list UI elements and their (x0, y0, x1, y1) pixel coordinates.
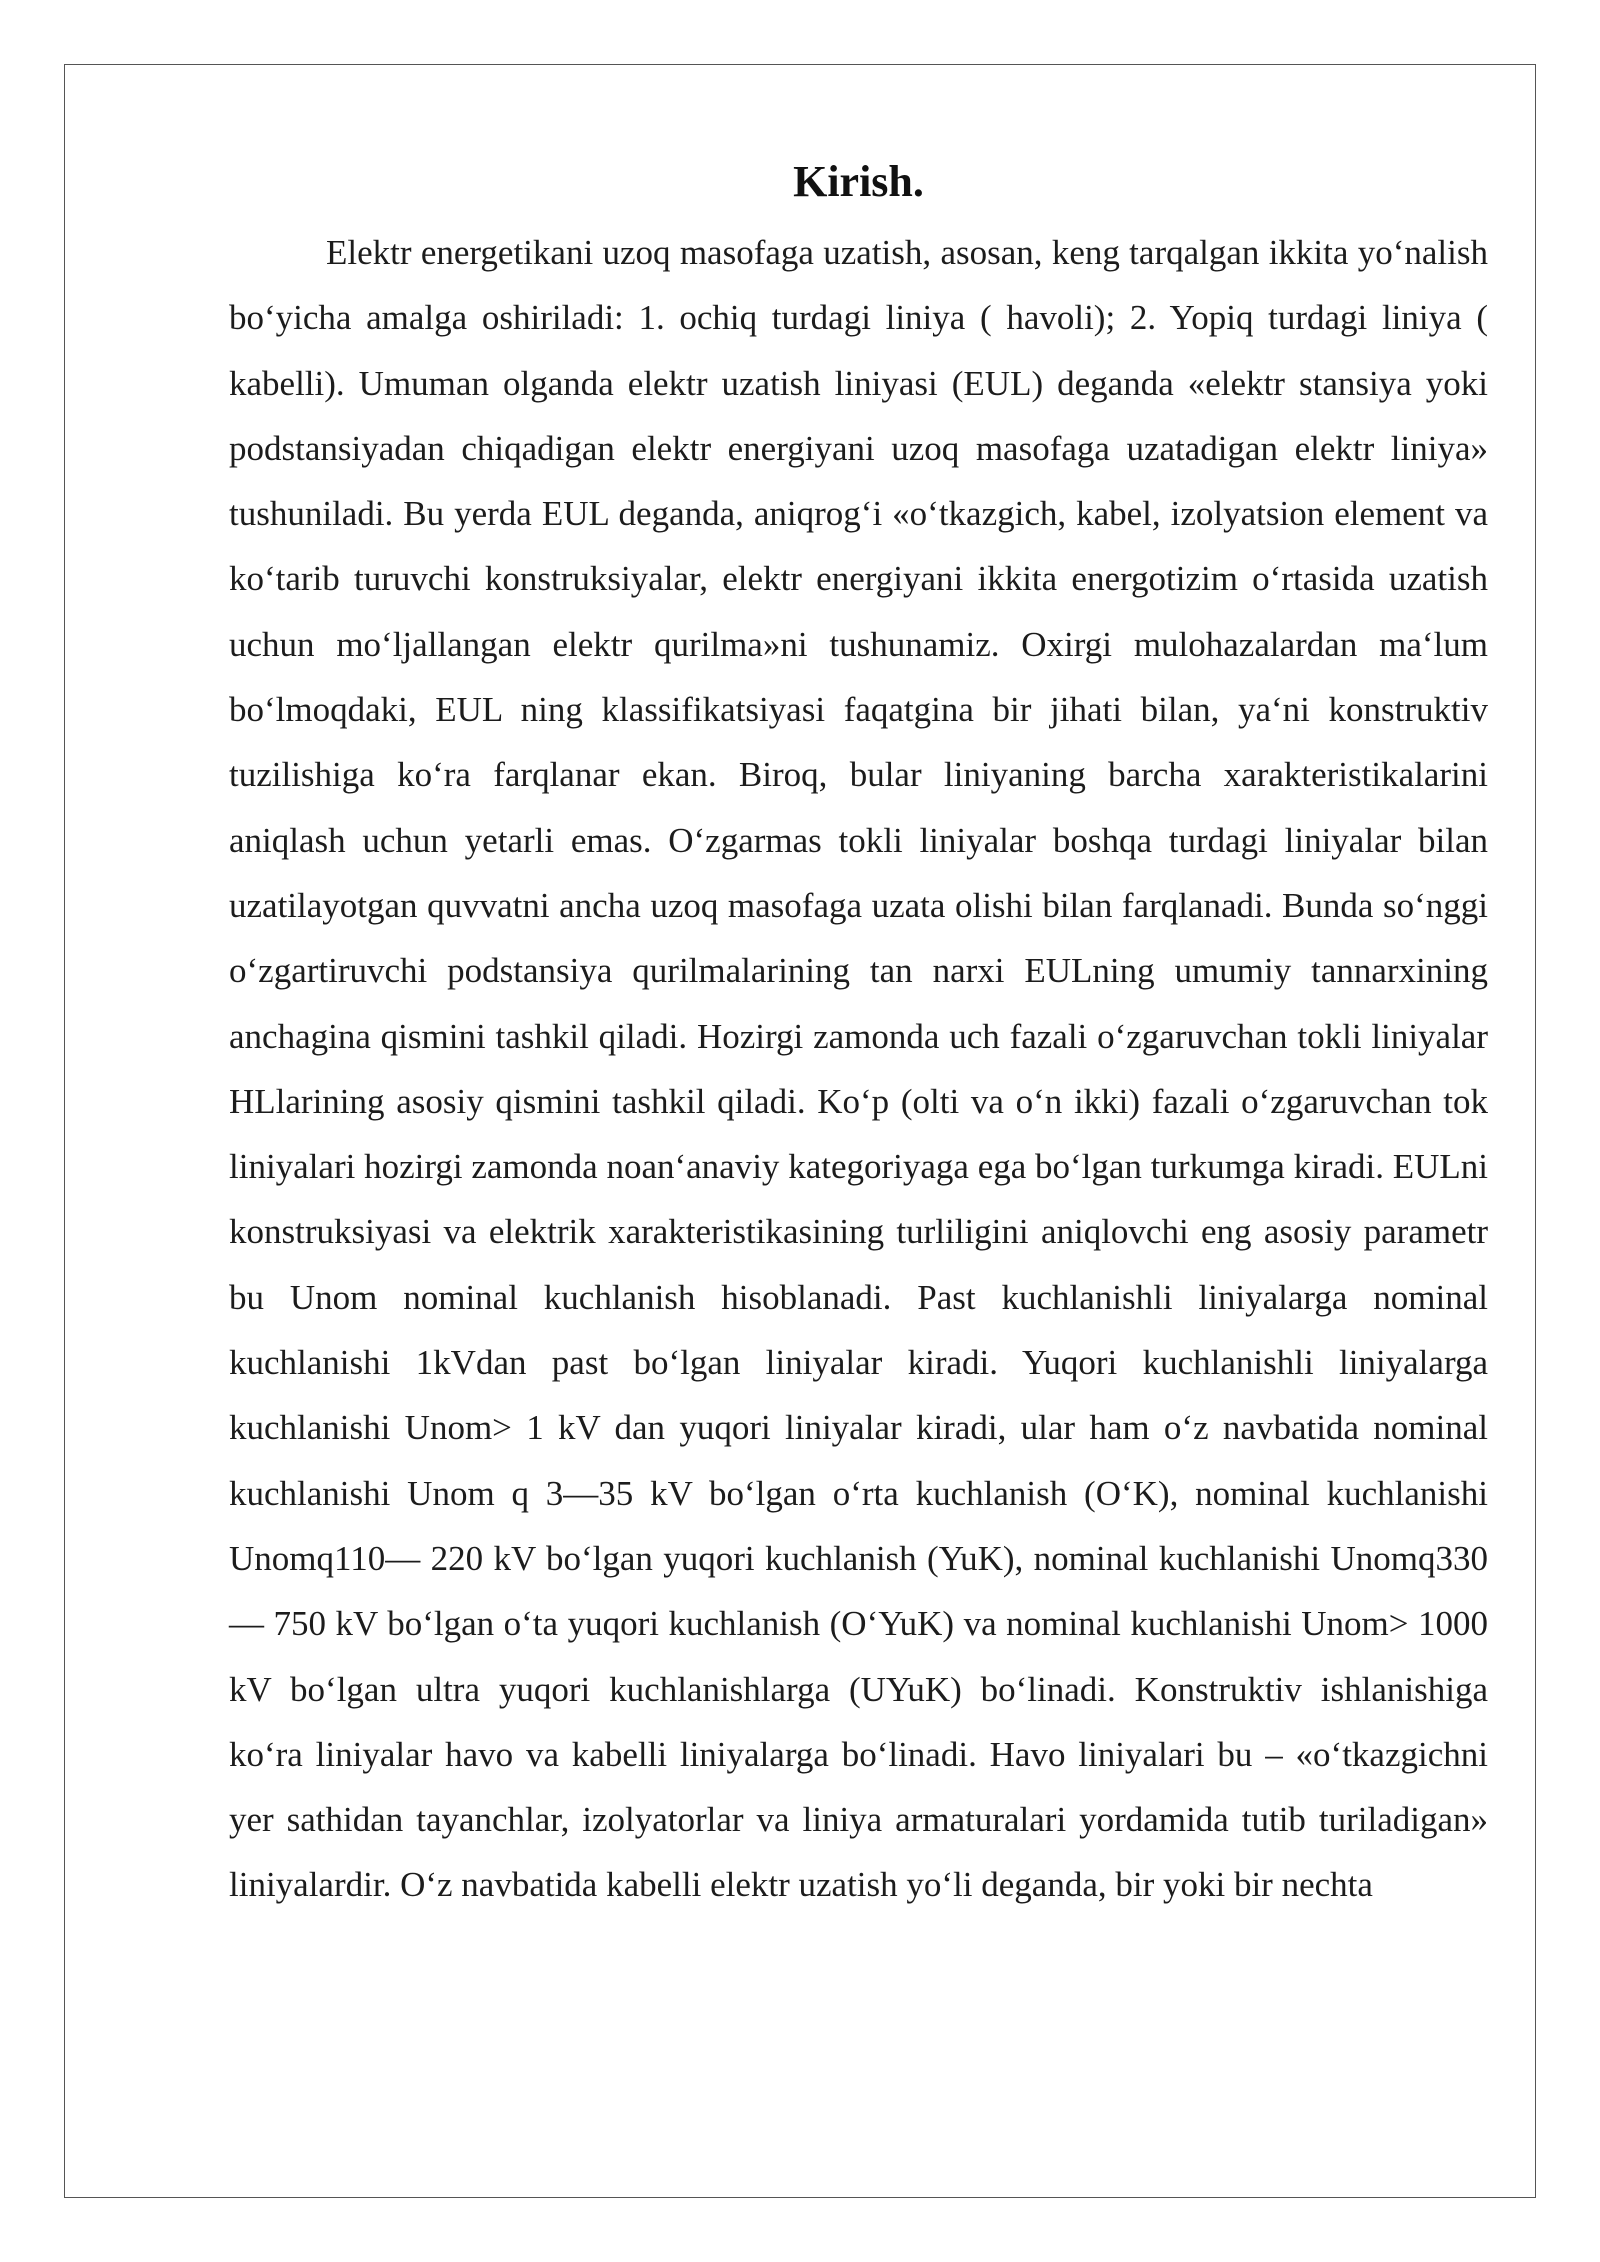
page-title: Kirish. (793, 157, 924, 206)
document-body (229, 150, 1488, 1918)
body-paragraph: Elektr energetikani uzoq masofaga uzatish, asosan, keng tarqalgan ikkita yoʻnalish boʻyicha amalga oshiriladi: 1. ochiq turdagi liniya ( havoli); 2. Yopiq turdagi liniya ( kabelli). Umuman olganda elektr uzatish liniyasi (EUL) deganda «elektr stansiya yoki podstansiyadan chiqadigan elektr energiyani uzoq masofaga uzatadigan elektr liniya» tushuniladi. Bu yerda EUL deganda, aniqrogʻi «oʻtkazgich, kabel, izolyatsion element va koʻtarib turuvchi konstruksiyalar, elektr energiyani ikkita energotizim oʻrtasida uzatish uchun moʻljallangan elektr qurilma»ni tushunamiz. Oxirgi mulohazalardan maʻlum boʻlmoqdaki, EUL ning klassifikatsiyasi faqatgina bir jihati bilan, yaʻni konstruktiv tuzilishiga koʻra farqlanar ekan. Biroq, bular liniyaning barcha xarakteristikalarini aniqlash uchun yetarli emas. Oʻzgarmas tokli liniyalar boshqa turdagi liniyalar bilan uzatilayotgan quvvatni ancha uzoq masofaga uzata olishi bilan farqlanadi. Bunda soʻnggi oʻzgartiruvchi podstansiya qurilmalarining tan narxi EULning umumiy tannarxining anchagina qismini tashkil qiladi. Hozirgi zamonda uch fazali oʻzgaruvchan tokli liniyalar HLlarining asosiy qismini tashkil qiladi. Koʻp (olti va oʻn ikki) fazali oʻzgaruvchan tok liniyalari hozirgi zamonda noanʻanaviy kategoriyaga ega boʻlgan turkumga kiradi. EULni konstruksiyasi va elektrik xarakteristikasining turliligini aniqlovchi eng asosiy parametr bu Unom nominal kuchlanish hisoblanadi. Past kuchlanishli liniyalarga nominal kuchlanishi 1kVdan past boʻlgan liniyalar kiradi. Yuqori kuchlanishli liniyalarga kuchlanishi Unom> 1 kV dan yuqori liniyalar kiradi, ular ham oʻz navbatida nominal kuchlanishi Unom q 3—35 kV boʻlgan oʻrta kuchlanish (OʻK), nominal kuchlanishi Unomq110— 220 kV boʻlgan yuqori kuchlanish (YuK), nominal kuchlanishi Unomq330— 750 kV boʻlgan oʻta yuqori kuchlanish (OʻYuK) va nominal kuchlanishi Unom> 1000 kV boʻlgan ultra yuqori kuchlanishlarga (UYuK) boʻlinadi. Konstruktiv ishlanishiga koʻra liniyalar havo va kabelli liniyalarga boʻlinadi. Havo liniyalari bu – «oʻtkazgichni yer sathidan tayanchlar, izolyatorlar va liniya armaturalari yordamida tutib turiladigan» liniyalardir. Oʻz navbatida kabelli elektr uzatish yoʻli deganda, bir yoki bir nechta (229, 233, 1488, 1905)
